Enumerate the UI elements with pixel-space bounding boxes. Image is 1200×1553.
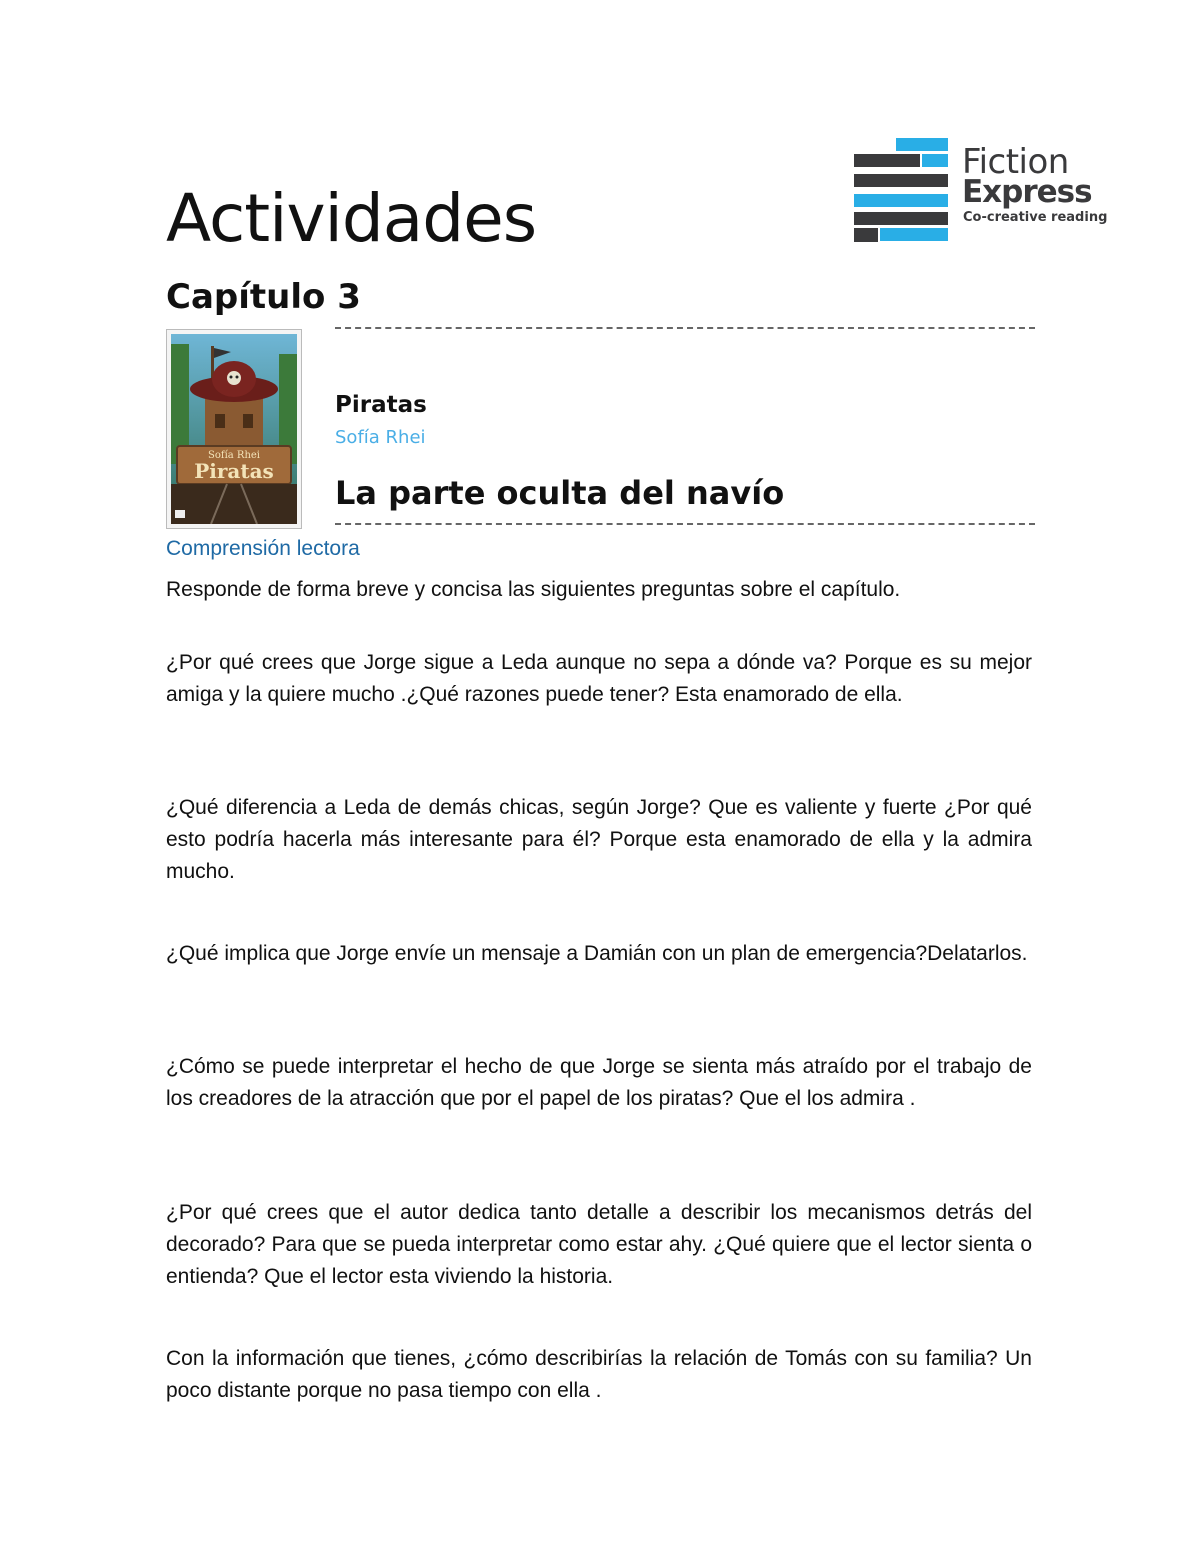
logo-bar-icon — [854, 194, 948, 207]
dashed-divider-top — [335, 327, 1035, 329]
paragraph-text: ¿Qué diferencia a Leda de demás chicas, según Jorge? Que es valiente y fuerte ¿Por qué esto podría hacerla más interesante para él? Porque esta enamorado de ella y la admira mucho. — [166, 796, 1032, 883]
paragraph-text: Responde de forma breve y concisa las siguientes preguntas sobre el capítulo. — [166, 578, 901, 601]
cover-author-text: Sofía Rhei — [208, 450, 260, 461]
fiction-express-logo — [850, 136, 1110, 246]
paragraph-text: Con la información que tienes, ¿cómo describirías la relación de Tomás con su familia? Un poco distante porque no pasa tiempo con ella . — [166, 1347, 1032, 1402]
logo-bar-icon — [854, 154, 920, 167]
book-cover-image — [166, 329, 302, 529]
logo-tagline: Co-creative reading — [963, 210, 1108, 225]
paragraph-instructions — [166, 574, 1032, 606]
logo-bar-icon — [854, 212, 948, 225]
paragraph-text: ¿Por qué crees que el autor dedica tanto detalle a describir los mecanismos detrás del decorado? Para que se pueda interpretar como estar ahy. ¿Qué quiere que el lector sienta o entienda? Que el lector esta viviendo la historia. — [166, 1201, 1032, 1288]
logo-bar-icon — [880, 228, 948, 241]
page-title: Actividades — [166, 180, 537, 257]
book-chapter-title: La parte oculta del navío — [335, 474, 785, 512]
section-heading: Comprensión lectora — [166, 537, 360, 560]
logo-bar-icon — [922, 154, 948, 167]
logo-line-2: Express — [962, 174, 1092, 210]
logo-bar-icon — [854, 174, 948, 187]
paragraph-text: ¿Por qué crees que Jorge sigue a Leda aunque no sepa a dónde va? Porque es su mejor amiga y la quiere mucho .¿Qué razones puede tener? Esta enamorado de ella. — [166, 651, 1032, 706]
pirate-ship-illustration-icon — [171, 334, 297, 524]
paragraph-text: ¿Qué implica que Jorge envíe un mensaje a Damián con un plan de emergencia?Delatarlos. — [166, 942, 1028, 965]
paragraph-question-4 — [166, 1051, 1032, 1115]
chapter-heading: Capítulo 3 — [166, 277, 361, 317]
logo-bar-icon — [854, 228, 878, 242]
paragraph-question-5 — [166, 1197, 1032, 1293]
book-author: Sofía Rhei — [335, 427, 426, 448]
paragraph-question-3 — [166, 938, 1032, 970]
paragraph-question-6 — [166, 1343, 1032, 1407]
paragraph-question-1 — [166, 647, 1032, 711]
paragraph-question-2 — [166, 792, 1032, 888]
logo-bar-icon — [896, 138, 948, 151]
paragraph-text: ¿Cómo se puede interpretar el hecho de que Jorge se sienta más atraído por el trabajo de los creadores de la atracción que por el papel de los piratas? Que el los admira . — [166, 1055, 1032, 1110]
cover-title-text: Piratas — [194, 459, 274, 483]
logo-line-1: Fiction — [962, 142, 1069, 182]
book-title: Piratas — [335, 392, 427, 418]
dashed-divider-bottom — [335, 523, 1035, 525]
